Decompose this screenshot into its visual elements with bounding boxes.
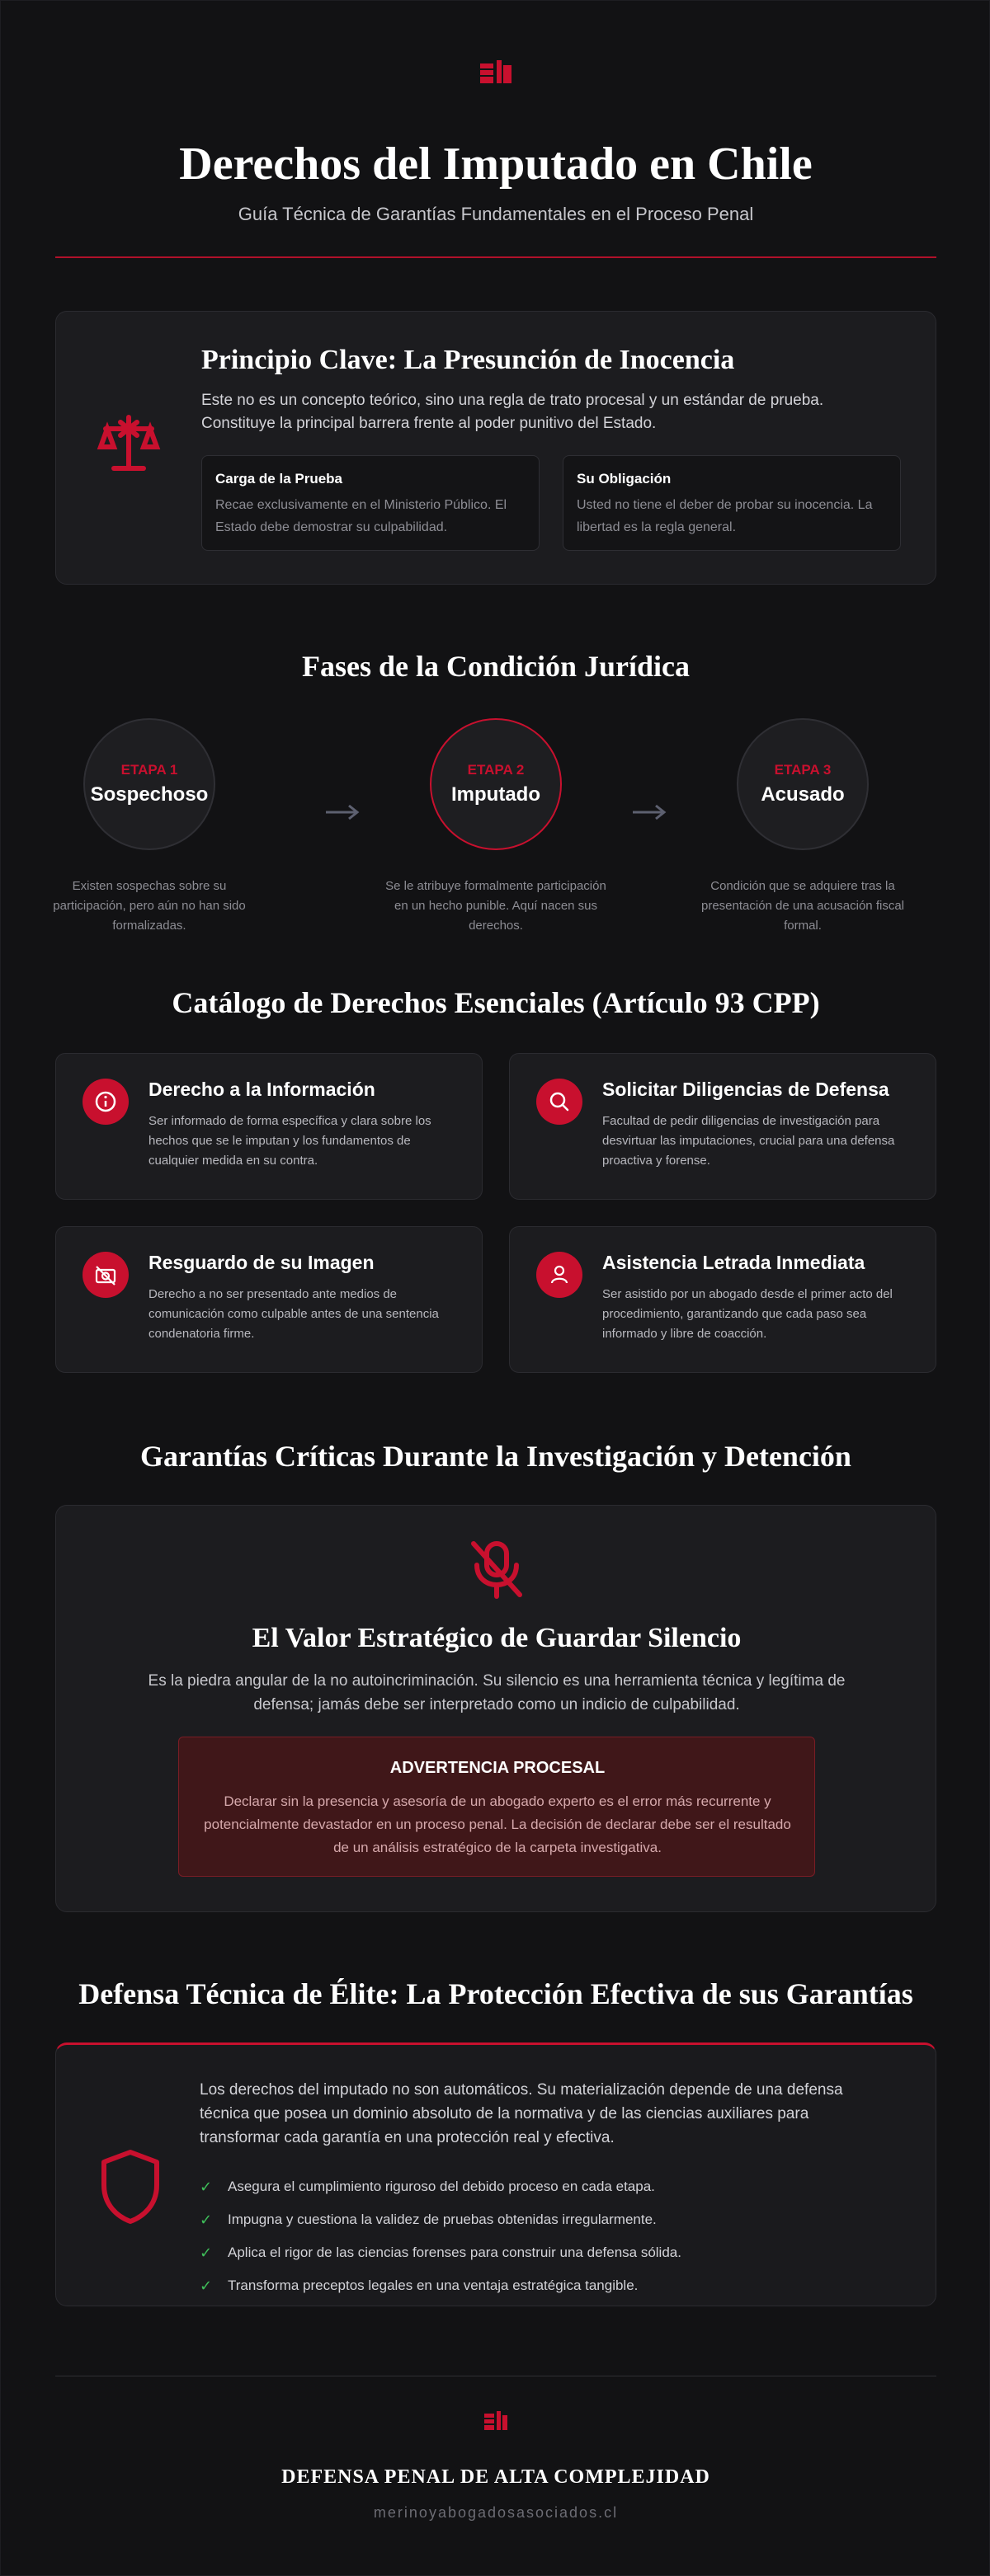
stage-3 [671,718,935,936]
camera-off-icon [82,1252,129,1298]
phases-title: Fases de la Condición Jurídica [301,650,691,683]
stage-2 [364,718,628,936]
check-icon: ✓ [200,2277,213,2294]
stage-description: Condición que se adquiere tras la presentación de una acusación fiscal formal. [701,879,904,933]
silence-title: El Valor Estratégico de Guardar Silencio [252,1623,742,1653]
microphone-off-icon [469,1540,525,1600]
check-icon: ✓ [200,2178,213,2195]
stage-label: ETAPA 1 [120,762,178,778]
list-item [200,2269,681,2302]
right-card-diligences [509,1053,936,1200]
firm-logo-icon [478,59,513,90]
mini-card-text: Recae exclusivamente en el Ministerio Público. El Estado debe demostrar su culpabilidad. [215,498,507,534]
check-icon: ✓ [200,2211,213,2228]
user-icon [536,1252,582,1298]
mini-card-text: Usted no tiene el deber de probar su inocencia. La libertad es la regla general. [577,498,873,534]
header-divider [55,256,936,258]
guarantees-title: Garantías Críticas Durante la Investigación y Detención [140,1440,851,1473]
right-description: Facultad de pedir diligencias de investigación para desvirtuar las imputaciones, crucial para una defensa proactiva y forense. [602,1114,895,1168]
mini-card-title: Su Obligación [577,471,672,487]
obligation-card [563,455,901,551]
check-icon: ✓ [200,2244,213,2261]
defense-card [55,2042,936,2306]
stage-name: Acusado [761,783,845,806]
page-title: Derechos del Imputado en Chile [179,139,813,190]
warning-text: Declarar sin la presencia y asesoría de un abogado experto es el error más recurrente y potencialmente devastador en un proceso penal. La decisión de declarar debe ser el resultado de un análisis estratégico de la carpeta investigativa. [204,1793,791,1855]
right-title: Asistencia Letrada Inmediata [602,1252,865,1273]
right-title: Solicitar Diligencias de Defensa [602,1079,889,1100]
defense-text: Los derechos del imputado no son automáticos. Su materialización depende de una defensa técnica que posea un dominio absoluto de la normativa y de las ciencias auxiliares para transformar cada garantía en una protección real y efectiva. [200,2081,843,2146]
firm-logo-icon [483,2409,509,2435]
website-link[interactable]: merinoyabogadosasociados.cl [373,2504,619,2521]
arrow-right-icon [631,804,667,820]
right-title: Derecho a la Información [148,1079,375,1100]
list-item [200,2236,681,2269]
list-item-text: Asegura el cumplimiento riguroso del debido proceso en cada etapa. [228,2179,655,2194]
stage-circle [737,718,869,850]
right-card-image [55,1226,483,1373]
stage-1 [17,718,281,936]
stage-circle [430,718,562,850]
principle-title: Principio Clave: La Presunción de Inocencia [201,345,735,375]
stage-circle [83,718,215,850]
right-description: Derecho a no ser presentado ante medios de comunicación como culpable antes de una sentencia condenatoria firme. [148,1287,439,1341]
warning-title: ADVERTENCIA PROCESAL [389,1759,606,1777]
procedural-warning [178,1737,815,1877]
principle-text: Este no es un concepto teórico, sino una regla de trato procesal y un estándar de prueba. Constituye la principal barrera frente al poder punitivo del Estado. [201,392,824,432]
info-icon [82,1079,129,1125]
list-item [200,2203,681,2236]
scales-icon [96,411,162,477]
stage-description: Se le atribuye formalmente participación en un hecho punible. Aquí nacen sus derechos. [385,879,606,933]
right-card-counsel [509,1226,936,1373]
search-icon [536,1079,582,1125]
footer-title: DEFENSA PENAL DE ALTA COMPLEJIDAD [281,2466,710,2488]
defense-benefits-list [200,2170,681,2302]
catalog-title: Catálogo de Derechos Esenciales (Artículo 93 CPP) [172,986,820,1019]
right-title: Resguardo de su Imagen [148,1252,375,1273]
list-item-text: Transforma preceptos legales en una ventaja estratégica tangible. [228,2278,639,2293]
defense-title: Defensa Técnica de Élite: La Protección Efectiva de sus Garantías [78,1977,913,2010]
arrow-right-icon [324,804,361,820]
silence-text: Es la piedra angular de la no autoincriminación. Su silencio es una herramienta técnica y legítima de defensa; jamás debe ser interpretado como un indicio de culpabilidad. [148,1672,846,1713]
mini-card-title: Carga de la Prueba [215,471,343,487]
list-item [200,2170,681,2203]
list-item-text: Aplica el rigor de las ciencias forenses para construir una defensa sólida. [228,2245,681,2260]
stage-description: Existen sospechas sobre su participación, pero aún no han sido formalizadas. [53,879,246,933]
stage-name: Sospechoso [90,783,209,806]
right-description: Ser asistido por un abogado desde el primer acto del procedimiento, garantizando que cada paso sea informado y libre de coacción. [602,1287,893,1341]
stage-name: Imputado [451,783,540,806]
silence-card [55,1505,936,1912]
principle-card [55,311,936,585]
shield-icon [97,2147,163,2226]
right-card-information [55,1053,483,1200]
burden-of-proof-card [201,455,540,551]
page-subtitle: Guía Técnica de Garantías Fundamentales en el Proceso Penal [238,204,754,224]
stage-label: ETAPA 3 [774,762,832,778]
right-description: Ser informado de forma específica y clara sobre los hechos que se le imputan y los fundamentos de cualquier medida en su contra. [148,1114,431,1168]
header-logo [1,59,990,90]
list-item-text: Impugna y cuestiona la validez de pruebas obtenidas irregularmente. [228,2212,657,2227]
stage-label: ETAPA 2 [467,762,525,778]
